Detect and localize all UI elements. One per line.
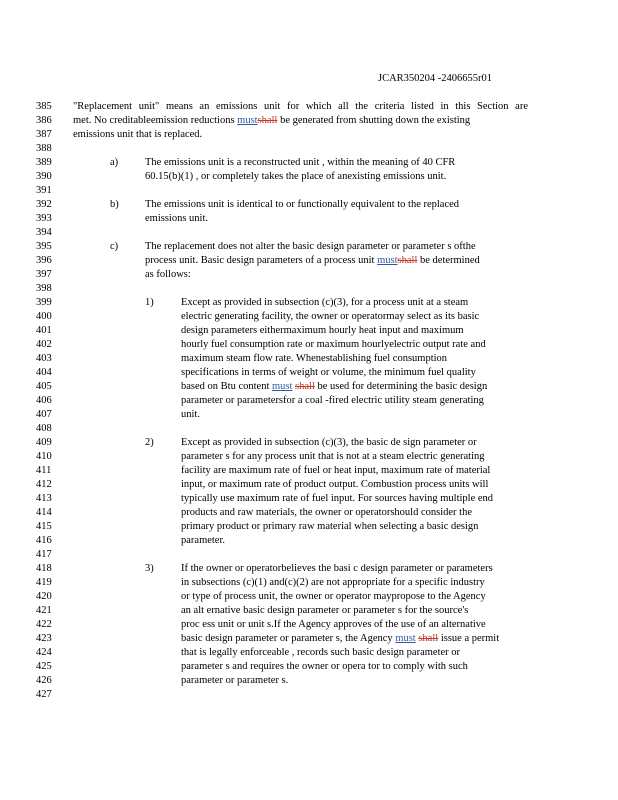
- text-line-412: input, or maximum rate of product output. Combustion process units will: [181, 479, 489, 490]
- deleted-text: shall: [418, 633, 439, 644]
- text-line-419: in subsections (c)(1) and(c)(2) are not appropriate for a specific industry: [181, 577, 485, 588]
- text-line-397: as follows:: [145, 269, 191, 280]
- text-line-400: electric generating facility, the owner or operatormay select as its basic: [181, 311, 480, 322]
- text-line-406: parameter or parametersfor a coal -fired electric utility steam generating: [181, 395, 484, 406]
- inserted-text: must: [377, 255, 398, 266]
- text-line-415: primary product or primary raw material when selecting a basic design: [181, 521, 479, 532]
- line-number: 413: [36, 493, 52, 504]
- text-segment: be used for determining the basic design: [314, 381, 488, 392]
- line-number: 389: [36, 157, 52, 168]
- text-line-405: [181, 380, 487, 394]
- text-line-420: or type of process unit, the owner or operator maypropose to the Agency: [181, 591, 486, 602]
- line-number: 406: [36, 395, 52, 406]
- line-number: 399: [36, 297, 52, 308]
- line-number: 427: [36, 689, 52, 700]
- line-number: 423: [36, 633, 52, 644]
- text-line-389: The emissions unit is a reconstructed unit , within the meaning of 40 CFR: [145, 157, 456, 168]
- line-number: 420: [36, 591, 52, 602]
- item-label-b: b): [110, 199, 119, 210]
- text-segment: process unit. Basic design parameters of a process unit: [145, 255, 378, 266]
- text-line-422: proc ess unit or unit s.If the Agency approves of the use of an alternative: [181, 619, 486, 630]
- text-line-413: typically use maximum rate of fuel input. For sources having multiple end: [181, 493, 494, 504]
- item-label-c: c): [110, 241, 119, 252]
- line-number: 414: [36, 507, 52, 518]
- text-line-423: [181, 632, 499, 646]
- text-line-390: 60.15(b)(1) , or completely takes the place of anexisting emissions unit.: [145, 171, 447, 182]
- line-number: 412: [36, 479, 52, 490]
- text-line-414: products and raw materials, the owner or operatorshould consider the: [181, 507, 472, 518]
- text-line-416: parameter.: [181, 535, 226, 546]
- text-line-425: parameter s and requires the owner or opera tor to comply with such: [181, 661, 468, 672]
- text-line-385: "Replacement unit" means an emissions unit for which all the criteria listed in this Section are: [73, 101, 528, 112]
- deleted-text: shall: [397, 255, 418, 266]
- inserted-text: must: [237, 115, 258, 126]
- document-header: JCAR350204 -2406655r01: [378, 73, 493, 84]
- text-line-418: If the owner or operatorbelieves the basi c design parameter or parameters: [181, 563, 493, 574]
- deleted-text: shall: [257, 115, 278, 126]
- line-number: 390: [36, 171, 52, 182]
- line-number: 415: [36, 521, 52, 532]
- text-line-404: specifications in terms of weight or volume, the minimum fuel quality: [181, 367, 476, 378]
- text-segment: issue a permit: [438, 633, 500, 644]
- text-line-387: emissions unit that is replaced.: [73, 129, 203, 140]
- text-segment: based on Btu content: [181, 381, 272, 392]
- text-segment: be determined: [417, 255, 480, 266]
- line-number: 404: [36, 367, 52, 378]
- item-label-c1: 1): [145, 297, 154, 308]
- inserted-text: must: [395, 633, 416, 644]
- text-line-411: facility are maximum rate of fuel or heat input, maximum rate of material: [181, 465, 491, 476]
- line-number: 386: [36, 115, 52, 126]
- text-segment: met. No creditableemission reductions: [73, 115, 235, 126]
- text-segment: be generated from shutting down the existing: [277, 115, 471, 126]
- text-line-421: an alt ernative basic design parameter or parameter s for the source's: [181, 605, 469, 616]
- line-number: 394: [36, 227, 52, 238]
- line-number: 400: [36, 311, 52, 322]
- text-line-393: emissions unit.: [145, 213, 209, 224]
- text-line-426: parameter or parameter s.: [181, 675, 289, 686]
- line-number: 392: [36, 199, 52, 210]
- line-number: 417: [36, 549, 52, 560]
- line-number: 418: [36, 563, 52, 574]
- line-number: 422: [36, 619, 52, 630]
- line-number: 425: [36, 661, 52, 672]
- line-number: 396: [36, 255, 52, 266]
- item-label-c2: 2): [145, 437, 154, 448]
- line-number: 416: [36, 535, 52, 546]
- text-segment: basic design parameter or parameter s, the Agency: [181, 633, 396, 644]
- line-number: 397: [36, 269, 52, 280]
- line-number: 419: [36, 577, 52, 588]
- line-number: 410: [36, 451, 52, 462]
- item-label-a: a): [110, 157, 119, 168]
- text-line-392: The emissions unit is identical to or functionally equivalent to the replaced: [145, 199, 460, 210]
- line-number: 405: [36, 381, 52, 392]
- text-line-424: that is legally enforceable , records such basic design parameter or: [181, 647, 461, 658]
- text-line-399: Except as provided in subsection (c)(3), for a process unit at a steam: [181, 297, 469, 308]
- line-number: 387: [36, 129, 52, 140]
- line-number: 398: [36, 283, 52, 294]
- text-line-396: [145, 254, 480, 268]
- line-number: 388: [36, 143, 52, 154]
- line-number: 401: [36, 325, 52, 336]
- text-line-401: design parameters eithermaximum hourly heat input and maximum: [181, 325, 464, 336]
- line-number: 402: [36, 339, 52, 350]
- item-label-c3: 3): [145, 563, 154, 574]
- text-line-402: hourly fuel consumption rate or maximum hourlyelectric output rate and: [181, 339, 486, 350]
- text-line-403: maximum steam flow rate. Whenestablishing fuel consumption: [181, 353, 448, 364]
- line-number: 408: [36, 423, 52, 434]
- line-number: 411: [36, 465, 52, 476]
- line-number: 391: [36, 185, 52, 196]
- line-number: 407: [36, 409, 52, 420]
- line-number: 426: [36, 675, 52, 686]
- inserted-text: must: [271, 381, 293, 392]
- text-line-410: parameter s for any process unit that is not at a steam electric generating: [181, 451, 485, 462]
- deleted-text: shall: [295, 381, 315, 392]
- line-number: 421: [36, 605, 52, 616]
- line-number: 424: [36, 647, 52, 658]
- text-line-409: Except as provided in subsection (c)(3), the basic de sign parameter or: [181, 437, 477, 448]
- text-line-386: [73, 114, 470, 128]
- line-number: 385: [36, 101, 52, 112]
- line-number: 403: [36, 353, 52, 364]
- text-line-407: unit.: [181, 409, 200, 420]
- line-number: 395: [36, 241, 52, 252]
- line-number: 409: [36, 437, 52, 448]
- text-line-395: The replacement does not alter the basic design parameter or parameter s ofthe: [145, 241, 476, 252]
- line-number: 393: [36, 213, 52, 224]
